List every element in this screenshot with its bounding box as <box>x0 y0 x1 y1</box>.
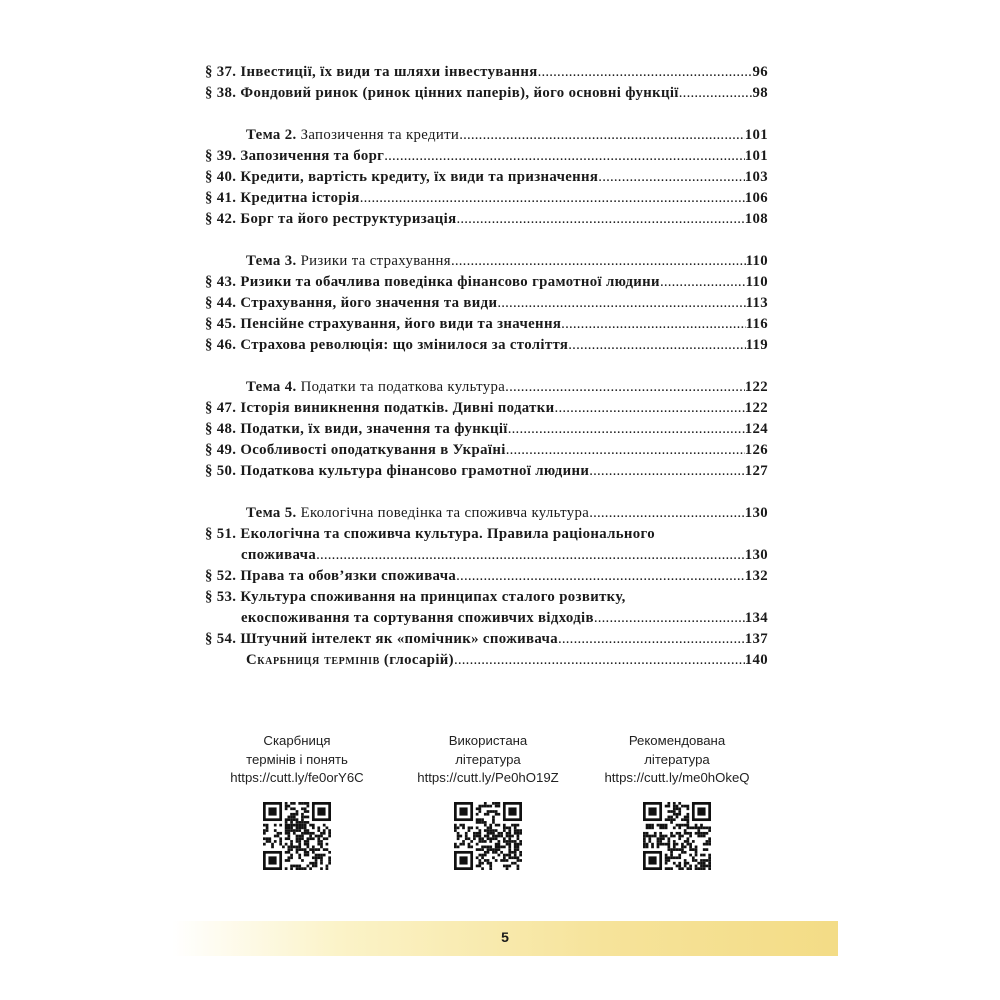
page-ref: 103 <box>744 169 768 185</box>
section-title: Культура споживання на принципах сталого розвитку, <box>240 589 626 605</box>
section-title-continuation: споживача <box>241 547 317 563</box>
page-ref: 108 <box>744 211 768 227</box>
section-number: § 52. <box>205 568 237 584</box>
section-number: § 47. <box>205 400 237 416</box>
topic-label: Тема 2. <box>246 127 297 143</box>
link-caption-line2: література <box>644 751 710 767</box>
section-title: Фондовий ринок (ринок цінних паперів), його основні функції <box>240 85 679 101</box>
section-number: § 44. <box>205 295 237 311</box>
section-number: § 38. <box>205 85 237 101</box>
section-title: Борг та його реструктуризація <box>240 211 457 227</box>
page-ref: 96 <box>752 64 768 80</box>
section-title: Інвестиції, їх види та шляхи інвестування <box>240 64 538 80</box>
topic-title: Ризики та страхування <box>300 253 451 269</box>
section-number: § 43. <box>205 274 237 290</box>
section-title: Ризики та обачлива поведінка фінансово грамотної людини <box>240 274 660 290</box>
toc-entry[interactable] <box>205 272 768 293</box>
leader-dots <box>456 566 745 587</box>
toc-entry[interactable] <box>205 587 768 608</box>
section-number: § 41. <box>205 190 237 206</box>
section-number: § 54. <box>205 631 237 647</box>
link-used-literature <box>388 732 588 870</box>
link-caption-line2: термінів і понять <box>246 751 348 767</box>
section-number: § 39. <box>205 148 237 164</box>
section-title: Штучний інтелект як «помічник» споживача <box>240 631 558 647</box>
leader-dots <box>598 167 744 188</box>
table-of-contents <box>205 62 768 671</box>
page-ref: 101 <box>744 127 768 143</box>
toc-entry[interactable] <box>205 188 768 209</box>
leader-dots <box>660 272 746 293</box>
section-number: § 48. <box>205 421 237 437</box>
page-ref: 132 <box>744 568 768 584</box>
footer-bar <box>172 921 838 956</box>
qr-code-icon[interactable] <box>454 802 522 870</box>
topic-label: Тема 3. <box>246 253 297 269</box>
leader-dots <box>538 62 753 83</box>
section-title-continuation: екоспоживання та сортування споживчих відходів <box>241 610 594 626</box>
leader-dots <box>589 503 745 524</box>
topic-title: Екологічна поведінка та споживча культура <box>300 505 590 521</box>
page-ref: 113 <box>745 295 768 311</box>
toc-entry[interactable] <box>205 629 768 650</box>
qr-code-icon[interactable] <box>643 802 711 870</box>
page-ref: 106 <box>744 190 768 206</box>
leader-dots <box>589 461 745 482</box>
leader-dots <box>568 335 745 356</box>
leader-dots <box>497 293 745 314</box>
toc-entry[interactable] <box>205 146 768 167</box>
leader-dots <box>360 188 745 209</box>
toc-entry-continuation[interactable] <box>205 545 768 566</box>
page-ref: 98 <box>752 85 768 101</box>
page-ref: 110 <box>745 274 768 290</box>
page-number: 5 <box>501 929 509 945</box>
leader-dots <box>506 440 745 461</box>
leader-dots <box>558 629 745 650</box>
section-number: § 37. <box>205 64 237 80</box>
section-number: § 45. <box>205 316 237 332</box>
toc-entry-continuation[interactable] <box>205 608 768 629</box>
link-caption-line1: Використана <box>448 733 528 748</box>
topic-label: Тема 4. <box>246 379 297 395</box>
topic-title: Запозичення та кредити <box>300 127 460 143</box>
section-number: § 51. <box>205 526 237 542</box>
leader-dots <box>555 398 745 419</box>
toc-entry[interactable] <box>205 314 768 335</box>
topic-title: Податки та податкова культура <box>300 379 506 395</box>
link-recommended-literature <box>577 732 777 870</box>
section-number: § 46. <box>205 337 237 353</box>
section-number: § 42. <box>205 211 237 227</box>
section-title: Екологічна та споживча культура. Правила раціонального <box>240 526 655 542</box>
toc-topic[interactable] <box>205 251 768 272</box>
section-title: Історія виникнення податків. Дивні податки <box>240 400 555 416</box>
leader-dots <box>561 314 745 335</box>
link-url[interactable]: https://cutt.ly/fe0orY6C <box>230 770 364 785</box>
leader-dots <box>451 251 746 272</box>
page-ref: 119 <box>745 337 768 353</box>
leader-dots <box>508 419 745 440</box>
page-ref: 122 <box>744 400 768 416</box>
toc-glossary[interactable] <box>205 650 768 671</box>
section-title: Пенсійне страхування, його види та значення <box>240 316 562 332</box>
toc-entry[interactable] <box>205 209 768 230</box>
page-ref: 126 <box>744 442 768 458</box>
toc-entry[interactable] <box>205 83 768 104</box>
topic-label: Тема 5. <box>246 505 297 521</box>
section-title: Права та обов’язки споживача <box>240 568 457 584</box>
link-glossary-terms <box>197 732 397 870</box>
leader-dots <box>505 377 745 398</box>
toc-topic[interactable] <box>205 125 768 146</box>
section-number: § 49. <box>205 442 237 458</box>
toc-entry[interactable] <box>205 419 768 440</box>
leader-dots <box>456 209 744 230</box>
page-ref: 124 <box>744 421 768 437</box>
link-caption-line1: Рекомендована <box>628 733 726 748</box>
section-title: Страхування, його значення та види <box>240 295 498 311</box>
section-title: Страхова революція: що змінилося за століття <box>240 337 569 353</box>
leader-dots <box>454 650 745 671</box>
section-title: Особливості оподаткування в Україні <box>240 442 506 458</box>
link-caption-line2: література <box>455 751 521 767</box>
toc-topic[interactable] <box>205 503 768 524</box>
page-ref: 116 <box>745 316 768 332</box>
link-url[interactable]: https://cutt.ly/Pe0hO19Z <box>417 770 559 785</box>
page-ref: 140 <box>744 652 768 668</box>
page-ref: 130 <box>744 505 768 521</box>
section-number: § 40. <box>205 169 237 185</box>
glossary-title-smallcaps: Скарбниця термінів <box>246 652 380 668</box>
leader-dots <box>384 146 745 167</box>
toc-entry[interactable] <box>205 440 768 461</box>
qr-code-icon[interactable] <box>263 802 331 870</box>
section-title: Кредити, вартість кредиту, їх види та призначення <box>240 169 599 185</box>
toc-entry[interactable] <box>205 293 768 314</box>
link-caption-line1: Скарбниця <box>263 733 331 748</box>
section-title: Податкова культура фінансово грамотної людини <box>240 463 590 479</box>
section-title: Запозичення та борг <box>240 148 385 164</box>
glossary-title <box>246 650 454 671</box>
toc-entry[interactable] <box>205 524 768 545</box>
page-ref: 110 <box>745 253 768 269</box>
section-number: § 53. <box>205 589 237 605</box>
page-ref: 127 <box>744 463 768 479</box>
page-ref: 122 <box>744 379 768 395</box>
leader-dots <box>459 125 745 146</box>
page-ref: 134 <box>744 610 768 626</box>
toc-entry[interactable] <box>205 335 768 356</box>
toc-entry[interactable] <box>205 62 768 83</box>
page-ref: 130 <box>744 547 768 563</box>
page-ref: 101 <box>744 148 768 164</box>
section-number: § 50. <box>205 463 237 479</box>
toc-entry[interactable] <box>205 167 768 188</box>
section-title: Податки, їх види, значення та функції <box>240 421 508 437</box>
toc-entry[interactable] <box>205 461 768 482</box>
link-url[interactable]: https://cutt.ly/me0hOkeQ <box>604 770 750 785</box>
section-title: Кредитна історія <box>240 190 360 206</box>
glossary-title-rest: (глосарій) <box>379 652 454 668</box>
toc-entry[interactable] <box>205 566 768 587</box>
leader-dots <box>316 545 745 566</box>
toc-topic[interactable] <box>205 377 768 398</box>
page-ref: 137 <box>744 631 768 647</box>
toc-entry[interactable] <box>205 398 768 419</box>
leader-dots <box>679 83 753 104</box>
leader-dots <box>594 608 745 629</box>
